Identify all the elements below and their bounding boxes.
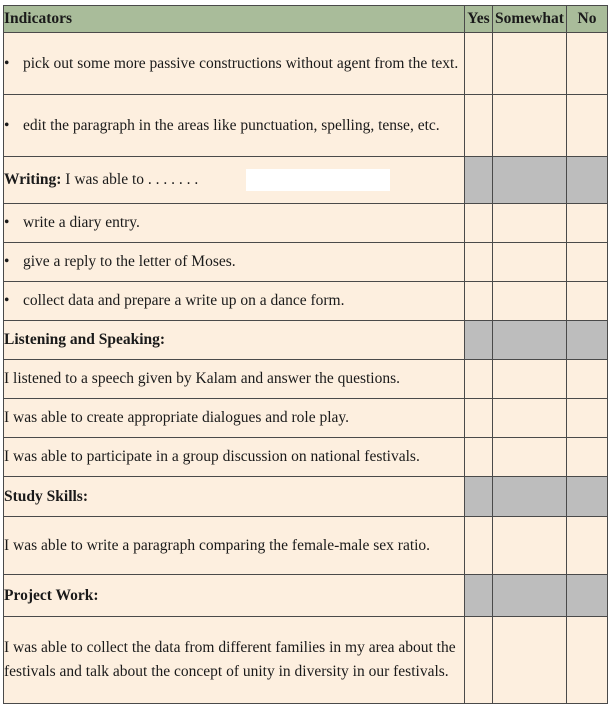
shaded-cell	[567, 157, 608, 204]
indicator-text: pick out some more passive constructions without agent from the text.	[23, 54, 459, 72]
yes-cell[interactable]	[465, 617, 493, 704]
shaded-cell	[493, 477, 567, 517]
shaded-cell	[493, 157, 567, 204]
section-heading-writing	[4, 157, 465, 204]
section-heading-project: Project Work:	[4, 575, 465, 617]
writing-label: Writing:	[4, 171, 62, 188]
table-row	[4, 360, 608, 399]
bullet-icon: •	[4, 253, 10, 270]
somewhat-cell[interactable]	[493, 95, 567, 157]
no-cell[interactable]	[567, 95, 608, 157]
no-cell[interactable]	[567, 243, 608, 282]
indicator-text: collect data and prepare a write up on a dance form.	[23, 292, 345, 309]
somewhat-header: Somewhat	[493, 6, 567, 33]
somewhat-cell[interactable]	[493, 617, 567, 704]
somewhat-cell[interactable]	[493, 204, 567, 243]
yes-cell[interactable]	[465, 282, 493, 321]
indicator-text: give a reply to the letter of Moses.	[23, 253, 236, 270]
table-row	[4, 617, 608, 704]
shaded-cell	[493, 321, 567, 360]
table-row	[4, 33, 608, 95]
section-heading-study: Study Skills:	[4, 477, 465, 517]
self-assessment-table	[3, 5, 608, 704]
section-row-study	[4, 477, 608, 517]
blank-box	[246, 169, 390, 191]
table-row	[4, 95, 608, 157]
shaded-cell	[567, 477, 608, 517]
somewhat-cell[interactable]	[493, 438, 567, 477]
yes-cell[interactable]	[465, 204, 493, 243]
shaded-cell	[567, 321, 608, 360]
indicator-text: I was able to participate in a group discussion on national festivals.	[4, 438, 465, 477]
no-cell[interactable]	[567, 617, 608, 704]
bullet-icon: •	[4, 116, 10, 134]
shaded-cell	[493, 575, 567, 617]
somewhat-cell[interactable]	[493, 282, 567, 321]
no-header: No	[567, 6, 608, 33]
yes-cell[interactable]	[465, 399, 493, 438]
indicator-cell	[4, 282, 465, 321]
indicator-text: I was able to collect the data from different families in my area about the festivals and talk about the concept of unity in diversity in our festivals.	[4, 617, 465, 704]
writing-text: I was able to . . . . . . .	[65, 171, 199, 188]
no-cell[interactable]	[567, 204, 608, 243]
bullet-icon: •	[4, 54, 10, 72]
somewhat-cell[interactable]	[493, 243, 567, 282]
section-row-project	[4, 575, 608, 617]
table-row	[4, 282, 608, 321]
no-cell[interactable]	[567, 360, 608, 399]
somewhat-cell[interactable]	[493, 33, 567, 95]
no-cell[interactable]	[567, 517, 608, 575]
indicator-text: I was able to create appropriate dialogues and role play.	[4, 399, 465, 438]
shaded-cell	[465, 477, 493, 517]
no-cell[interactable]	[567, 399, 608, 438]
table-row	[4, 204, 608, 243]
yes-cell[interactable]	[465, 517, 493, 575]
somewhat-cell[interactable]	[493, 517, 567, 575]
somewhat-cell[interactable]	[493, 399, 567, 438]
table-row	[4, 517, 608, 575]
shaded-cell	[465, 157, 493, 204]
no-cell[interactable]	[567, 282, 608, 321]
section-heading-listening: Listening and Speaking:	[4, 321, 465, 360]
bullet-icon: •	[4, 292, 10, 309]
table-row	[4, 438, 608, 477]
shaded-cell	[465, 575, 493, 617]
yes-cell[interactable]	[465, 438, 493, 477]
yes-cell[interactable]	[465, 95, 493, 157]
yes-cell[interactable]	[465, 33, 493, 95]
somewhat-cell[interactable]	[493, 360, 567, 399]
bullet-icon: •	[4, 214, 10, 231]
indicator-text: I listened to a speech given by Kalam and answer the questions.	[4, 360, 465, 399]
indicator-cell	[4, 95, 465, 157]
indicator-cell	[4, 204, 465, 243]
indicator-cell	[4, 33, 465, 95]
table-row	[4, 399, 608, 438]
no-cell[interactable]	[567, 438, 608, 477]
section-row-writing	[4, 157, 608, 204]
indicator-text: I was able to write a paragraph comparing the female-male sex ratio.	[4, 517, 465, 575]
header-row	[4, 6, 608, 33]
indicator-text: edit the paragraph in the areas like punctuation, spelling, tense, etc.	[23, 116, 440, 134]
yes-cell[interactable]	[465, 243, 493, 282]
indicators-header: Indicators	[4, 6, 465, 33]
no-cell[interactable]	[567, 33, 608, 95]
indicator-cell	[4, 243, 465, 282]
yes-cell[interactable]	[465, 360, 493, 399]
section-row-listening	[4, 321, 608, 360]
table-row	[4, 243, 608, 282]
shaded-cell	[465, 321, 493, 360]
shaded-cell	[567, 575, 608, 617]
yes-header: Yes	[465, 6, 493, 33]
indicator-text: write a diary entry.	[23, 214, 140, 231]
